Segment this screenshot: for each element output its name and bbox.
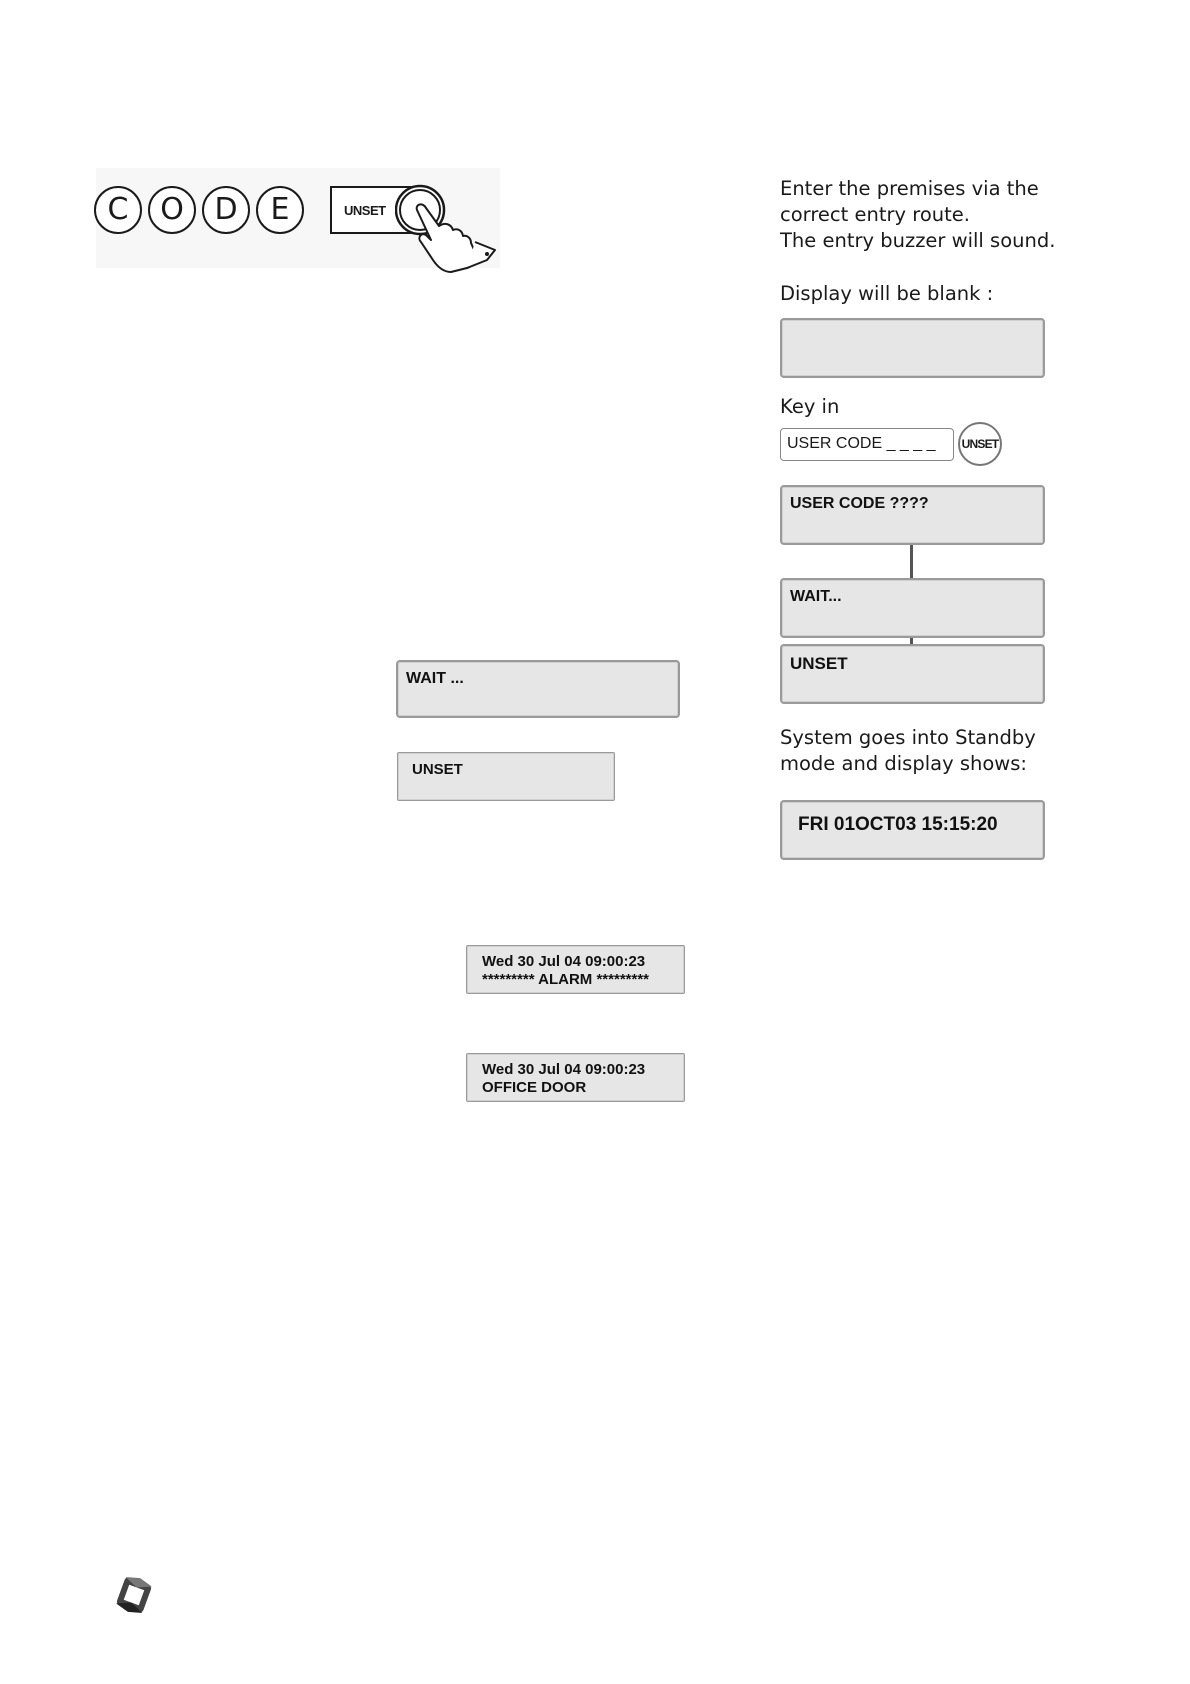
intro-line-3: The entry buzzer will sound. — [780, 229, 1056, 252]
display-blank-label: Display will be blank : — [780, 282, 994, 305]
pressing-hand-icon — [395, 180, 505, 275]
lcd-wait-right — [780, 578, 1045, 638]
lcd-alarm-line2: ********* ALARM ********* — [482, 971, 650, 988]
key-in-label: Key in — [780, 395, 840, 418]
lcd-alarm — [466, 945, 685, 994]
standby-line-2: mode and display shows: — [780, 752, 1027, 775]
lcd-unset-right-text: UNSET — [790, 654, 848, 673]
flow-connector-1 — [910, 545, 913, 578]
lcd-unset-text: UNSET — [412, 761, 463, 778]
standby-line-1: System goes into Standby — [780, 726, 1036, 749]
lcd-wait-text: WAIT ... — [406, 670, 464, 687]
lcd-blank — [780, 318, 1045, 378]
brand-logo-icon — [114, 1575, 154, 1615]
unset-key: UNSET — [330, 186, 412, 234]
intro-line-2: correct entry route. — [780, 203, 970, 226]
code-key-d: D — [202, 186, 250, 234]
lcd-unset-right — [780, 644, 1045, 704]
lcd-door-line2: OFFICE DOOR — [482, 1079, 587, 1096]
lcd-office-door — [466, 1053, 685, 1102]
lcd-user-code — [780, 485, 1045, 545]
lcd-wait-right-text: WAIT... — [790, 588, 842, 605]
lcd-unset — [397, 752, 615, 801]
lcd-wait — [396, 660, 680, 718]
code-key-c: C — [94, 186, 142, 234]
code-key-e: E — [256, 186, 304, 234]
lcd-door-line1: Wed 30 Jul 04 09:00:23 — [482, 1061, 646, 1078]
user-code-input: USER CODE _ _ _ _ — [780, 428, 954, 461]
lcd-alarm-line1: Wed 30 Jul 04 09:00:23 — [482, 953, 646, 970]
lcd-datetime-text: FRI 01OCT03 15:15:20 — [798, 814, 998, 835]
unset-round-button: UNSET — [958, 422, 1002, 466]
lcd-user-code-text: USER CODE ???? — [790, 495, 929, 512]
intro-line-1: Enter the premises via the — [780, 177, 1039, 200]
code-key-o: O — [148, 186, 196, 234]
lcd-datetime — [780, 800, 1045, 860]
